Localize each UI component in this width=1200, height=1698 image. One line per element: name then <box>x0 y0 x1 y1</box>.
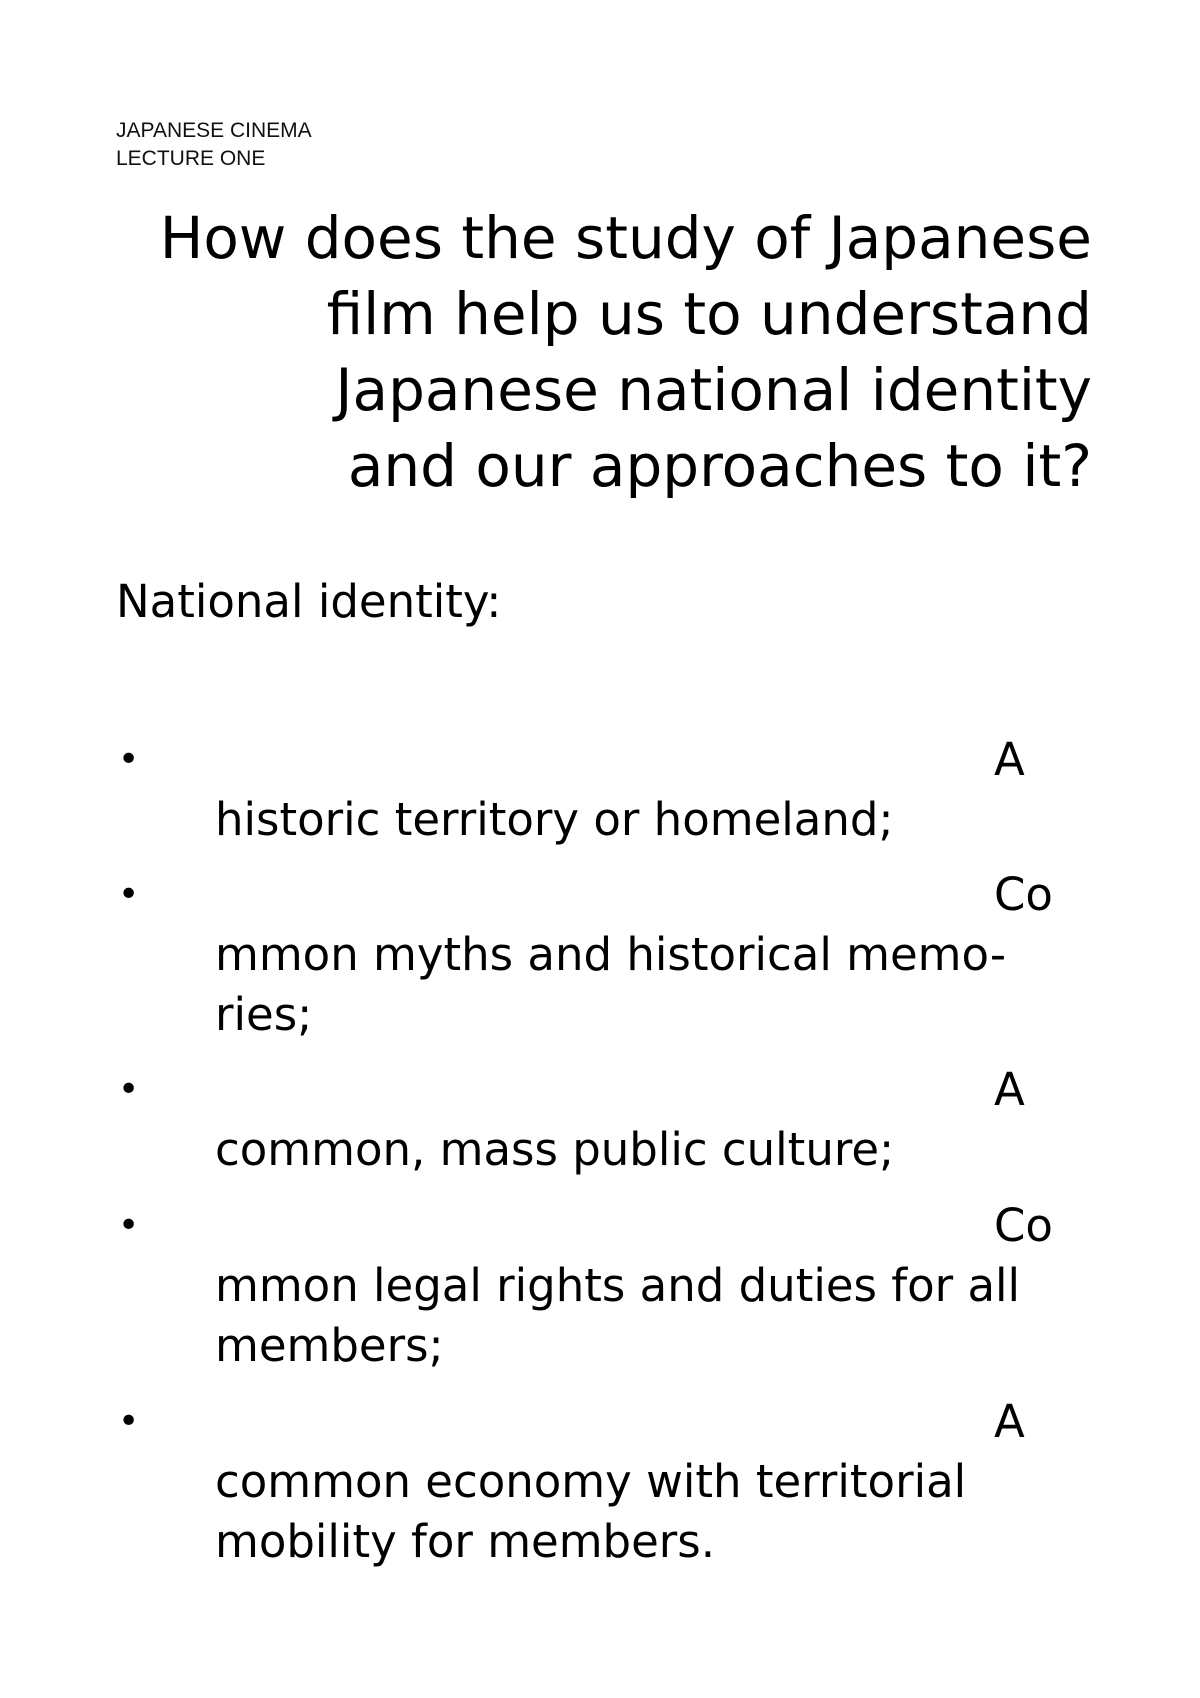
item-text <box>215 1452 1075 1572</box>
item-lead: Co <box>994 1199 1053 1252</box>
question-line: How does the study of Japanese <box>159 204 1092 272</box>
item-lead: A <box>994 1063 1025 1116</box>
bullet-icon: • <box>118 739 140 780</box>
item-line: mobility for members. <box>215 1515 716 1568</box>
item-line: common, mass public culture; <box>215 1123 895 1176</box>
item-line: mmon legal rights and duties for all <box>215 1259 1021 1312</box>
item-text <box>215 1256 1075 1376</box>
bullet-icon: • <box>118 1069 140 1110</box>
question-line: film help us to understand <box>326 280 1092 348</box>
item-line: mmon myths and historical memo- <box>215 928 1007 981</box>
bullet-icon: • <box>118 1401 140 1442</box>
section-heading: National identity: <box>116 575 502 628</box>
item-text <box>215 925 1075 1045</box>
bullet-icon: • <box>118 874 140 915</box>
item-lead: Co <box>994 868 1053 921</box>
course-title: JAPANESE CINEMA <box>116 119 312 142</box>
lecture-label: LECTURE ONE <box>116 147 266 170</box>
item-text <box>215 1120 1075 1180</box>
item-lead: A <box>994 733 1025 786</box>
item-lead: A <box>994 1395 1025 1448</box>
item-line: ries; <box>215 988 313 1041</box>
question-line: Japanese national identity <box>335 356 1092 424</box>
item-line: historic territory or homeland; <box>215 793 894 846</box>
item-line: common economy with territorial <box>215 1455 967 1508</box>
bullet-icon: • <box>118 1205 140 1246</box>
item-text <box>215 790 1075 850</box>
document-header <box>116 117 312 173</box>
item-line: members; <box>215 1319 444 1372</box>
main-question <box>140 200 1092 504</box>
question-line: and our approaches to it? <box>347 432 1092 500</box>
